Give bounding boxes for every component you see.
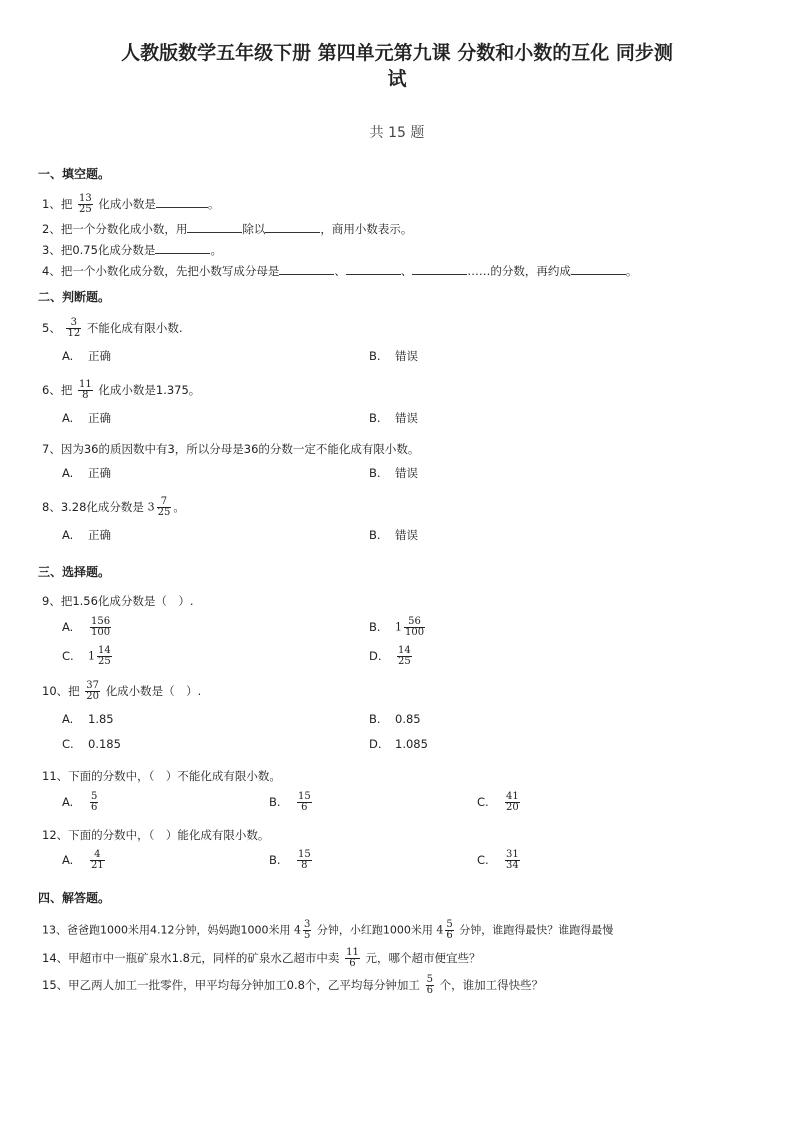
question-4: 4、把一个小数化成分数，先把小数写成分母是 、 、 ……的分数，再约成 。 [42, 264, 638, 278]
answer-blank[interactable] [265, 221, 320, 233]
document-title [0, 40, 794, 92]
fraction: $\frac{31}{34}$ [506, 849, 519, 871]
option-c[interactable]: C. $\frac{41}{20}$ [477, 791, 519, 813]
answer-blank[interactable] [412, 263, 467, 275]
answer-blank[interactable] [346, 263, 401, 275]
question-10: 10、把 $\frac{37}{20}$ 化成小数是（ ）. [42, 680, 202, 702]
option-a[interactable]: A. 正确 [62, 411, 111, 425]
fraction: $\frac{5}{6}$ [446, 919, 453, 941]
question-2: 2、把一个分数化成小数，用 除以 ，商用小数表示。 [42, 222, 413, 236]
answer-blank[interactable] [279, 263, 334, 275]
section-heading-word-problems: 四、解答题。 [38, 891, 111, 905]
fraction: $\frac{3}{12}$ [67, 317, 81, 339]
fraction: $\frac{11}{6}$ [346, 947, 359, 969]
option-b[interactable]: B. 错误 [369, 349, 418, 363]
fraction: $\frac{15}{8}$ [298, 849, 311, 871]
option-b[interactable]: B. $\frac{15}{8}$ [269, 849, 311, 871]
question-15: 15、甲乙两人加工一批零件，甲平均每分钟加工0.8个，乙平均每分钟加工 $\frac{5}{6}$ 个，谁加工得快些？ [42, 974, 544, 996]
fraction: $\frac{5}{6}$ [91, 791, 98, 813]
option-d[interactable]: D. $\frac{14}{25}$ [369, 645, 411, 667]
title-line-1: 人教版数学五年级下册 第四单元第九课 分数和小数的互化 同步测 [121, 42, 673, 64]
option-a[interactable]: A. 正确 [62, 349, 111, 363]
option-a[interactable]: A. 1.85 [62, 712, 114, 726]
answer-blank[interactable] [156, 196, 208, 208]
option-b[interactable]: B. 0.85 [369, 712, 421, 726]
fraction: $\frac{7}{25}$ [157, 496, 171, 518]
option-c[interactable]: C. 0.185 [62, 737, 121, 751]
option-a[interactable]: A. 正确 [62, 466, 111, 480]
option-b[interactable]: B. 错误 [369, 528, 418, 542]
option-b[interactable]: B. 错误 [369, 411, 418, 425]
title-line-2: 试 [387, 68, 407, 90]
question-6: 6、把 $\frac{11}{8}$ 化成小数是1.375。 [42, 379, 201, 401]
question-5: 5、 $\frac{3}{12}$ 不能化成有限小数. [42, 317, 183, 339]
question-text: 化成小数是 [98, 197, 156, 211]
option-b[interactable]: B. 1 $\frac{56}{100}$ [369, 616, 425, 638]
fraction: $\frac{14}{25}$ [398, 645, 411, 667]
question-7: 7、因为36的质因数中有3，所以分母是36的分数一定不能化成有限小数。 [42, 442, 420, 456]
question-9: 9、把1.56化成分数是（ ）. [42, 594, 194, 608]
question-8: 8、3.28化成分数是 3 $\frac{7}{25}$ 。 [42, 496, 185, 518]
question-3: 3、把0.75化成分数是 。 [42, 243, 222, 257]
fraction: $\frac{56}{100}$ [405, 616, 425, 638]
question-13: 13、爸爸跑1000米用4.12分钟，妈妈跑1000米用 4 $\frac{3}{5}$ 分钟，小红跑1000米用 4 $\frac{5}{6}$ 分钟，谁跑得最快？谁跑得最慢 [42, 919, 614, 941]
question-text: 把 [60, 197, 73, 211]
fraction: $\frac{11}{8}$ [78, 379, 92, 401]
fraction: $\frac{13}{25}$ [78, 193, 92, 215]
option-a[interactable]: A. $\frac{156}{100}$ [62, 616, 111, 638]
section-heading-multiple-choice: 三、选择题。 [38, 565, 111, 579]
option-a[interactable]: A. $\frac{4}{21}$ [62, 849, 104, 871]
answer-blank[interactable] [155, 242, 210, 254]
section-heading-true-false: 二、判断题。 [38, 290, 111, 304]
option-b[interactable]: B. 错误 [369, 466, 418, 480]
question-1: 1、把 $\frac{13}{25}$ 化成小数是 。 [42, 193, 220, 215]
answer-blank[interactable] [571, 263, 626, 275]
question-number: 1、 [42, 197, 61, 211]
option-a[interactable]: A. 正确 [62, 528, 111, 542]
fraction: $\frac{41}{20}$ [506, 791, 519, 813]
fraction: $\frac{3}{5}$ [303, 919, 311, 941]
question-11: 11、下面的分数中，（ ）不能化成有限小数。 [42, 769, 281, 783]
fraction: $\frac{5}{6}$ [426, 974, 433, 996]
fraction: $\frac{37}{20}$ [86, 680, 100, 702]
fraction: $\frac{156}{100}$ [91, 616, 111, 638]
fraction: $\frac{14}{25}$ [98, 645, 111, 667]
question-count: 共 15 题 [369, 125, 425, 141]
option-c[interactable]: C. 1 $\frac{14}{25}$ [62, 645, 111, 667]
question-14: 14、甲超市中一瓶矿泉水1.8元，同样的矿泉水乙超市中卖 $\frac{11}{6}$ 元，哪个超市便宜些？ [42, 947, 481, 969]
option-c[interactable]: C. $\frac{31}{34}$ [477, 849, 519, 871]
question-12: 12、下面的分数中，（ ）能化成有限小数。 [42, 828, 270, 842]
option-a[interactable]: A. $\frac{5}{6}$ [62, 791, 98, 813]
fraction: $\frac{4}{21}$ [91, 849, 104, 871]
answer-blank[interactable] [187, 221, 242, 233]
option-d[interactable]: D. 1.085 [369, 737, 428, 751]
option-b[interactable]: B. $\frac{15}{6}$ [269, 791, 311, 813]
fraction: $\frac{15}{6}$ [298, 791, 311, 813]
section-heading-fill-blank: 一、填空题。 [38, 167, 111, 181]
